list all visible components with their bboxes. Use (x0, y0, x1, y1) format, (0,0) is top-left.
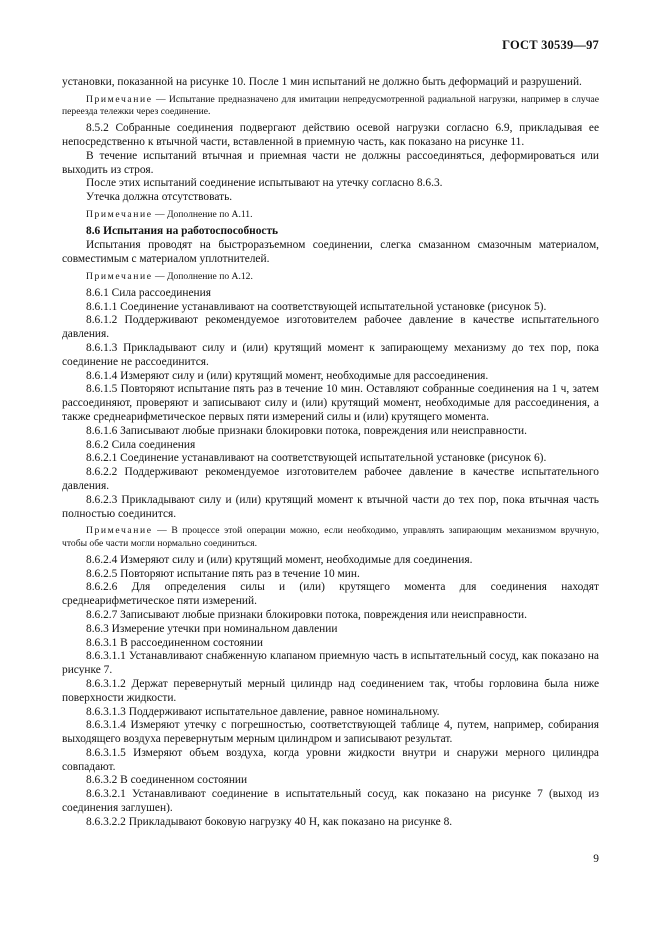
note-text: — Испытание предназначено для имитации непредусмотренной радиальной нагрузки, например в случае переезда тележки через соединение. (62, 93, 599, 117)
paragraph: 8.6.1.4 Измеряют силу и (или) крутящий момент, необходимые для рассоединения. (86, 369, 489, 382)
paragraph: 8.6.3.1.5 Измеряют объем воздуха, когда уровни жидкости внутри и снаружи мерного цилиндра совпадают. (62, 746, 599, 773)
paragraph: установки, показанной на рисунке 10. После 1 мин испытаний не должно быть деформаций и разрушений. (62, 76, 582, 88)
note-text: — В процессе этой операции можно, если необходимо, управлять запирающим механизмом вручную, чтобы обе части могли нормально соединиться. (62, 525, 599, 549)
paragraph: 8.6.3.2.1 Устанавливают соединение в испытательный сосуд, как показано на рисунке 7 (выход из соединения заглушен). (62, 788, 599, 815)
paragraph: 8.6.3.2 В соединенном состоянии (86, 774, 248, 787)
page-number: 9 (593, 853, 599, 865)
paragraph: 8.6.1.5 Повторяют испытание пять раз в течение 10 мин. Оставляют собранные соединения на 1 ч, затем рассоединяют, проверяют и записывают силу и (или) крутящий момент, необходимые для рассоединения, а также среднеарифметическое первых пяти измерений силы и (или) крутящего момента. (62, 383, 599, 423)
note-text: — Дополнение по А.11. (152, 208, 253, 220)
paragraph: 8.6.3.1 В рассоединенном состоянии (86, 636, 263, 649)
paragraph: 8.6.2.4 Измеряют силу и (или) крутящий момент, необходимые для соединения. (86, 553, 473, 566)
note-paragraph (62, 525, 599, 549)
paragraph: В течение испытаний втычная и приемная части не должны рассоединяться, деформироваться или выходить из строя. (62, 149, 599, 176)
paragraph: 8.6.3.1.3 Поддерживают испытательное давление, равное номинальному. (86, 705, 440, 718)
note-paragraph (62, 209, 599, 221)
paragraph: 8.6.2.5 Повторяют испытание пять раз в течение 10 мин. (86, 567, 360, 580)
section-heading: 8.6 Испытания на работоспособность (86, 225, 279, 238)
paragraph: 8.6.2.6 Для определения силы и (или) крутящего момента для соединения находят среднеарифметическое пяти измерений. (62, 581, 599, 608)
paragraph: 8.5.2 Собранные соединения подвергают действию осевой нагрузки согласно 6.9, прикладывая ее непосредственно к втычной части, вставленной в приемную часть, как показано на рисунке 11. (62, 122, 599, 148)
note-label: Примечание (86, 93, 153, 105)
paragraph: 8.6.3.1.1 Устанавливают снабженную клапаном приемную часть в испытательный сосуд, как показано на рисунке 7. (62, 650, 599, 677)
page-body (62, 76, 599, 830)
paragraph: 8.6.2.2 Поддерживают рекомендуемое изготовителем рабочее давление в качестве испытательного давления. (62, 466, 599, 492)
paragraph: 8.6.2.3 Прикладывают силу и (или) крутящий момент к втычной части до тех пор, пока втычная часть полностью соединится. (62, 493, 599, 520)
note-paragraph (62, 271, 599, 283)
paragraph: Испытания проводят на быстроразъемном соединении, слегка смазанном смазочным материалом, совместимым с материалом уплотнителей. (62, 238, 599, 265)
paragraph: 8.6.3 Измерение утечки при номинальном давлении (86, 622, 338, 635)
paragraph: 8.6.1.6 Записывают любые признаки блокировки потока, повреждения или неисправности. (86, 424, 527, 437)
paragraph: 8.6.2 Сила соединения (86, 438, 196, 451)
paragraph: 8.6.1.2 Поддерживают рекомендуемое изготовителем рабочее давление в качестве испытательного давления. (62, 314, 599, 341)
note-label: Примечание (86, 270, 153, 282)
note-text: — Дополнение по А.12. (152, 270, 253, 282)
paragraph: 8.6.3.1.2 Держат перевернутый мерный цилиндр над соединением так, чтобы горловина была ниже поверхности жидкости. (62, 677, 599, 704)
note-paragraph (62, 94, 599, 118)
paragraph: 8.6.3.2.2 Прикладывают боковую нагрузку 40 Н, как показано на рисунке 8. (86, 815, 453, 828)
paragraph: 8.6.3.1.4 Измеряют утечку с погрешностью, соответствующей таблице 4, путем, например, собирания выходящего воздуха перевернутым мерным цилиндром и записывают результат. (62, 719, 599, 746)
note-label: Примечание (86, 208, 153, 220)
paragraph: 8.6.1 Сила рассоединения (86, 286, 211, 299)
page-header: ГОСТ 30539—97 (502, 38, 599, 52)
paragraph: Утечка должна отсутствовать. (86, 191, 233, 204)
paragraph: 8.6.2.1 Соединение устанавливают на соответствующей испытательной установке (рисунок 6). (86, 452, 547, 465)
paragraph: После этих испытаний соединение испытывают на утечку согласно 8.6.3. (86, 177, 443, 190)
note-label: Примечание (86, 525, 153, 537)
paragraph: 8.6.1.3 Прикладывают силу и (или) крутящий момент к запирающему механизму до тех пор, пока соединение не рассоединится. (62, 341, 599, 368)
paragraph: 8.6.2.7 Записывают любые признаки блокировки потока, повреждения или неисправности. (86, 608, 527, 621)
paragraph: 8.6.1.1 Соединение устанавливают на соответствующей испытательной установке (рисунок 5). (86, 300, 547, 313)
